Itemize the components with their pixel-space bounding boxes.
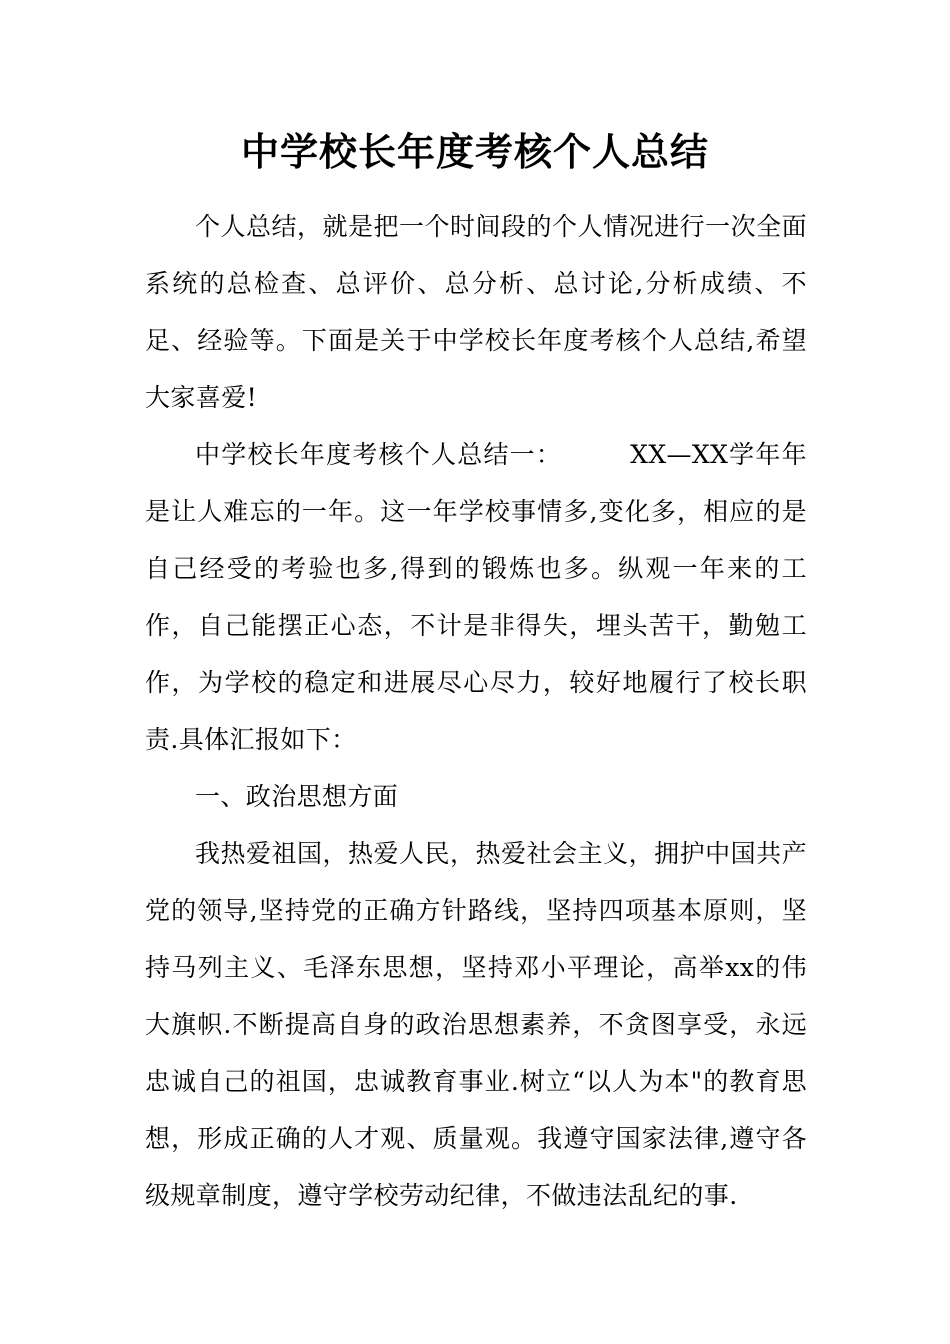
document-body (145, 198, 807, 1224)
summary-one-text: XX—XX学年年是让人难忘的一年。这一年学校事情多,变化多，相应的是自己经受的考验也多,得到的锻炼也多。纵观一年来的工作，自己能摆正心态，不计是非得失，埋头苦干，勤勉工作，为学校的稳定和进展尽心尽力，较好地履行了校长职责.具体汇报如下： (145, 440, 807, 754)
section-heading-politics: 一、政治思想方面 (195, 782, 399, 811)
summary-one-paragraph (145, 426, 807, 768)
summary-one-heading: 中学校长年度考核个人总结一： (195, 440, 563, 469)
politics-paragraph: 我热爱祖国，热爱人民，热爱社会主义，拥护中国共产党的领导,坚持党的正确方针路线，坚持四项基本原则，坚持马列主义、毛泽东思想，坚持邓小平理论，高举xx的伟大旗帜.不断提高自身的政治思想素养，不贪图享受，永远忠诚自己的祖国，忠诚教育事业.树立“以人为本"的教育思想，形成正确的人才观、质量观。我遵守国家法律,遵守各级规章制度，遵守学校劳动纪律，不做违法乱纪的事. (145, 839, 807, 1210)
page-title: 中学校长年度考核个人总结 (240, 130, 709, 174)
intro-paragraph: 个人总结，就是把一个时间段的个人情况进行一次全面系统的总检查、总评价、总分析、总讨论,分析成绩、不足、经验等。下面是关于中学校长年度考核个人总结,希望大家喜爱! (145, 212, 807, 412)
